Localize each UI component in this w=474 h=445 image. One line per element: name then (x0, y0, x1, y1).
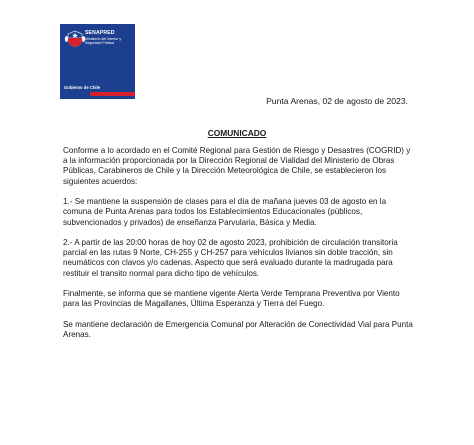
logo-government-label: Gobierno de Chile (64, 85, 101, 90)
agreement-1-paragraph: 1.- Se mantiene la suspensión de clases para el día de mañana jueves 03 de agosto en la comuna de Punta Arenas para todos los Establecimientos Educacionales (públicos, subvencionados y privados) de enseñanza Parvularia, Básica y Media. (63, 197, 387, 227)
emergency-paragraph: Se mantiene declaración de Emergencia Comunal por Alteración de Conectividad Vial para Punta Arenas. (63, 319, 413, 340)
alert-paragraph: Finalmente, se informa que se mantiene vigente Alerta Verde Temprana Preventiva por Viento para las Provincias de Magallanes, Última Esperanza y Tierra del Fuego. (63, 289, 400, 309)
intro-paragraph: Conforme a lo acordado en el Comité Regional para Gestión de Riesgo y Desastres (COGRID) y a la información proporcionada por la Dirección Regional de Vialidad del Ministerio de Obras Públicas, Carabineros de Chile y la Dirección Meteorológica de Chile, se establecieron los siguientes acuerdos: (63, 146, 411, 186)
logo-ministry-name: Ministerio del Interior y Seguridad Pública (85, 37, 122, 46)
document-date: Punta Arenas, 02 de agosto de 2023. (266, 96, 408, 106)
document-title: COMUNICADO (207, 128, 267, 138)
senapred-logo (60, 24, 135, 99)
flag-stripe (60, 92, 135, 96)
agreement-2-paragraph: 2.- A partir de las 20:00 horas de hoy 02 de agosto 2023, prohibición de circulación transitoria parcial en las rutas 9 Norte, CH-255 y CH-257 para vehículos livianos sin doble tracción, sin neumáticos con clavos y/o cadenas. Aspecto que será evaluado durante la madrugada para restituir el transito normal para dicho tipo de vehículos. (63, 238, 398, 278)
document-body (63, 146, 415, 351)
chile-coat-of-arms-icon (64, 29, 86, 49)
logo-org-name: SENAPRED (85, 30, 115, 36)
